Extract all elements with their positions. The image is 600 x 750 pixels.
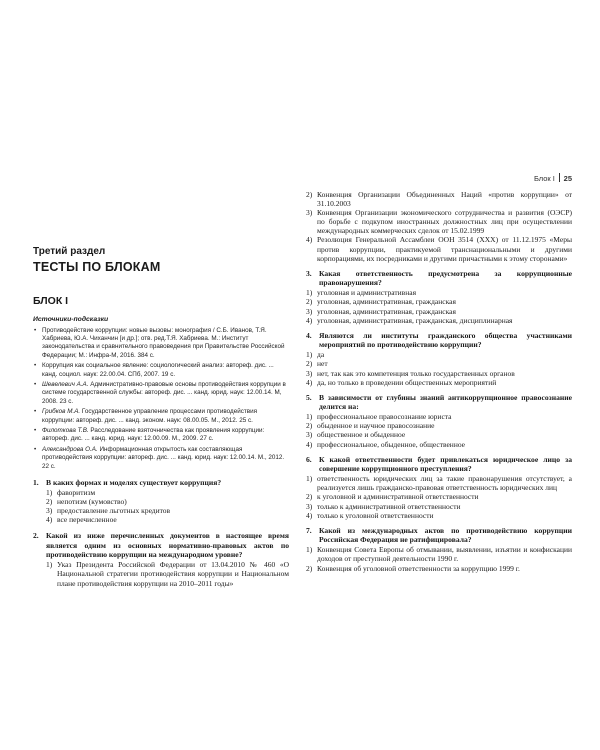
source-item: • Коррупция как социальное явление: социологический анализ: автореф. дис. ... канд. социол. наук: 22.00.04. СПб, 2007. 19 с.	[33, 362, 289, 378]
question-7	[306, 526, 572, 573]
left-column	[33, 246, 289, 588]
source-item: • Шевелевич А.А. Административно-правовые основы противодействия коррупции в системе государственной службы: автореф. дис. ... канд. юрид. наук: 12.00.14. М, 2008. 23 с.	[33, 381, 289, 406]
answer-option: 2) к уголовной и административной ответственности	[306, 492, 479, 502]
running-head-label: Блок I	[533, 174, 555, 183]
answer-option: 4) да, но только в проведении общественных мероприятий	[306, 377, 497, 387]
answer-options	[306, 350, 572, 386]
answer-option: 2) Конвенция об уголовной ответственности за коррупцию 1999 г.	[306, 563, 520, 573]
right-column	[306, 189, 572, 573]
question-text: 5. В зависимости от глубины знаний антикоррупционное правосознание делится на:	[306, 392, 572, 411]
source-item: • Грибков М.А. Государственное управление процессами противодействия коррупции: автореф. дис. ... канд. эконом. наук: 08.00.05. М., 2012. 25 с.	[33, 408, 289, 424]
answer-option: 1) Конвенция Совета Европы об отмывании, выявлении, изъятии и конфискации доходов от преступной деятельности 1990 г.	[306, 545, 572, 564]
answer-option: 1) профессиональное правосознание юриста	[306, 412, 452, 422]
question-3	[306, 269, 572, 325]
answer-option: 1) уголовная и административная	[306, 288, 417, 298]
question-text: 6. К какой ответственности будет привлекаться юридическое лицо за совершение коррупционного преступления?	[306, 454, 572, 473]
answer-options	[46, 560, 289, 587]
question-5	[306, 393, 572, 449]
question-6	[306, 455, 572, 520]
answer-option: 4) все перечисленное	[46, 515, 117, 525]
answer-option: 2) обыденное и научное правосознание	[306, 421, 435, 431]
page-number: 25	[563, 174, 572, 183]
answer-option: 1) фаворитизм	[46, 488, 96, 498]
answer-option: 1) ответственность юридических лиц за такие правонарушения отсутствует, а реализуется лишь гражданско-правовая ответственность юридических лиц	[306, 474, 572, 493]
answer-option: 3) общественное и обыденное	[306, 430, 406, 440]
source-item: • Противодействие коррупции: новые вызовы: монография / С.Б. Иванов, Т.Я. Хабриева, Ю.А. Чиханчин [и др.]; отв. ред.Т.Я. Хабриева. М.: Институт законодательства и сравнительного правоведения при Правительстве Российской Федерации; М.: Инфра-М, 2016. 384 с.	[33, 327, 289, 360]
continued-answer-options	[306, 190, 572, 263]
block-title: БЛОК I	[33, 295, 69, 307]
answer-options	[46, 488, 289, 524]
question-4	[306, 331, 572, 387]
question-text: 3. Какая ответственность предусмотрена за коррупционные правонарушения?	[306, 268, 572, 288]
running-head-divider	[559, 173, 560, 182]
answer-option: 4) Резолюция Генеральной Ассамблеи ООН 3514 (XXX) от 11.12.1975 «Меры против коррупции, практикуемой транснациональными и другими корпорациями, их посредниками и другими причастными к этому сторонами»	[306, 235, 572, 263]
source-item: • Александрова О.А. Информационная открытость как составляющая противодействия коррупции: автореф. дис. ... канд. юрид. наук: 12.00.14. М., 2012. 22 с.	[33, 446, 289, 471]
sources-title: Источники-подсказки	[33, 316, 109, 323]
question-text: 1. В каких формах и моделях существует коррупция?	[33, 477, 222, 487]
source-item: • Филоткова Т.В. Расследование взяточничества как проявления коррупции: автореф. дис. ... канд. юрид. наук: 12.00.09. М., 2009. 27 с.	[33, 427, 289, 443]
question-2	[33, 531, 289, 587]
answer-option: 2) нет	[306, 359, 328, 369]
answer-option: 4) профессиональное, обыденное, общественное	[306, 439, 466, 449]
answer-option: 4) только к уголовной ответственности	[306, 510, 434, 520]
sources-list	[33, 327, 289, 471]
answer-option: 3) только к административной ответственности	[306, 501, 461, 511]
section-label: Третий раздел	[33, 246, 106, 257]
answer-option: 1) да	[306, 350, 325, 360]
running-head	[534, 173, 572, 183]
question-1	[33, 478, 289, 525]
answer-option: 3) Конвенция Организации экономического сотрудничества и развития (ОЭСР) по борьбе с подкупом иностранных должностных лиц при осуществлении международных коммерческих сделок от 15.02.1999	[306, 208, 572, 236]
answer-option: 3) предоставление льготных кредитов	[46, 506, 171, 516]
answer-options	[306, 474, 572, 519]
answer-option: 1) Указ Президента Российской Федерации от 13.04.2010 № 460 «О Национальной стратегии противодействия коррупции и Национальном плане противодействия коррупции на 2010–2011 годы»	[46, 560, 289, 588]
answer-options	[306, 288, 572, 324]
answer-option: 2) непотизм (кумовство)	[46, 497, 127, 507]
answer-option: 3) нет, так как это компетенция только государственных органов	[306, 368, 515, 378]
question-text: 4. Являются ли институты гражданского общества участниками мероприятий по противодействию коррупции?	[306, 330, 572, 350]
answer-options	[306, 412, 572, 448]
answer-option: 3) уголовная, административная, гражданская	[306, 306, 456, 316]
answer-option: 2) уголовная, административная, гражданская	[306, 297, 456, 307]
question-text: 7. Какой из международных актов по противодействию коррупции Российская Федерация не ратифицировала?	[306, 525, 572, 545]
question-text: 2. Какой из ниже перечисленных документов в настоящее время является одним из основных нормативно-правовых актов по противодействию коррупции на международном уровне?	[33, 531, 289, 560]
answer-options	[306, 545, 572, 572]
answer-option: 4) уголовная, административная, гражданская, дисциплинарная	[306, 315, 513, 325]
answer-option: 2) Конвенция Организации Объединенных Наций «против коррупции» от 31.10.2003	[306, 190, 572, 209]
section-title: ТЕСТЫ ПО БЛОКАМ	[33, 260, 161, 274]
